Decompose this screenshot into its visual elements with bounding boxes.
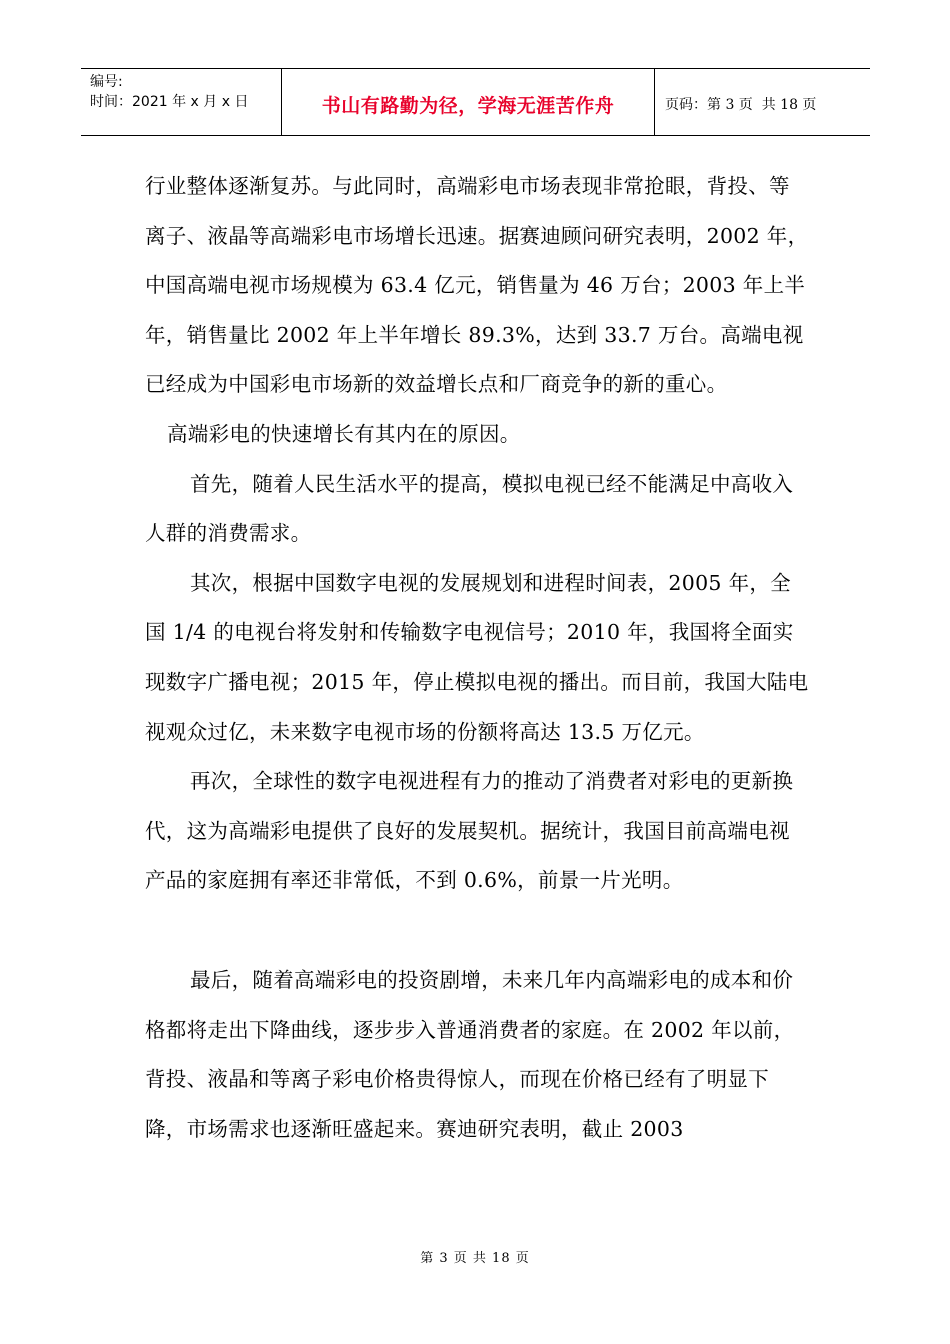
footer-page-number: 第 3 页 共 18 页 — [420, 1251, 530, 1266]
document-body — [145, 162, 809, 1154]
header-page-cell — [655, 69, 870, 135]
paragraph-continuation: 行业整体逐渐复苏。与此同时，高端彩电市场表现非常抢眼，背投、等离子、液晶等高端彩电市场增长迅速。据赛迪顾问研究表明，2002 年，中国高端电视市场规模为 63.4 亿元，销售量为 46 万台；2003 年上半年，销售量比 2002 年上半年增长 89.3%，达到 33.7 万台。高端电视已经成为中国彩电市场新的效益增长点和厂商竞争的新的重心。 — [145, 174, 809, 397]
header-motto-cell — [282, 69, 655, 135]
paragraph-second-reason: 其次，根据中国数字电视的发展规划和进程时间表，2005 年，全国 1/4 的电视台将发射和传输数字电视信号；2010 年，我国将全面实现数字广播电视；2015 年，停止模拟电视的播出。而目前，我国大陆电视观众过亿，未来数字电视市场的份额将高达 13.5 万亿元。 — [145, 570, 809, 744]
header-page-info: 页码：第 3 页 共 18 页 — [665, 97, 817, 113]
date-label: 时间：2021 年 x 月 x 日 — [90, 94, 249, 110]
header-motto: 书山有路勤为径，学海无涯苦作舟 — [321, 94, 615, 117]
serial-number-label: 编号: — [90, 74, 123, 90]
paragraph-reasons-intro: 高端彩电的快速增长有其内在的原因。 — [167, 421, 521, 446]
paragraph-first-reason: 首先，随着人民生活水平的提高，模拟电视已经不能满足中高收入人群的消费需求。 — [145, 471, 794, 546]
page-footer — [0, 1247, 950, 1266]
page-header — [81, 68, 870, 136]
paragraph-last-reason: 最后，随着高端彩电的投资剧增，未来几年内高端彩电的成本和价格都将走出下降曲线，逐步步入普通消费者的家庭。在 2002 年以前，背投、液晶和等离子彩电价格贵得惊人，而现在价格已经有了明显下降，市场需求也逐渐旺盛起来。赛迪研究表明，截止 2003 — [145, 967, 795, 1141]
paragraph-third-reason: 再次，全球性的数字电视进程有力的推动了消费者对彩电的更新换代，这为高端彩电提供了良好的发展契机。据统计，我国目前高端电视产品的家庭拥有率还非常低，不到 0.6%，前景一片光明。 — [145, 769, 794, 893]
header-meta-cell — [81, 69, 282, 135]
